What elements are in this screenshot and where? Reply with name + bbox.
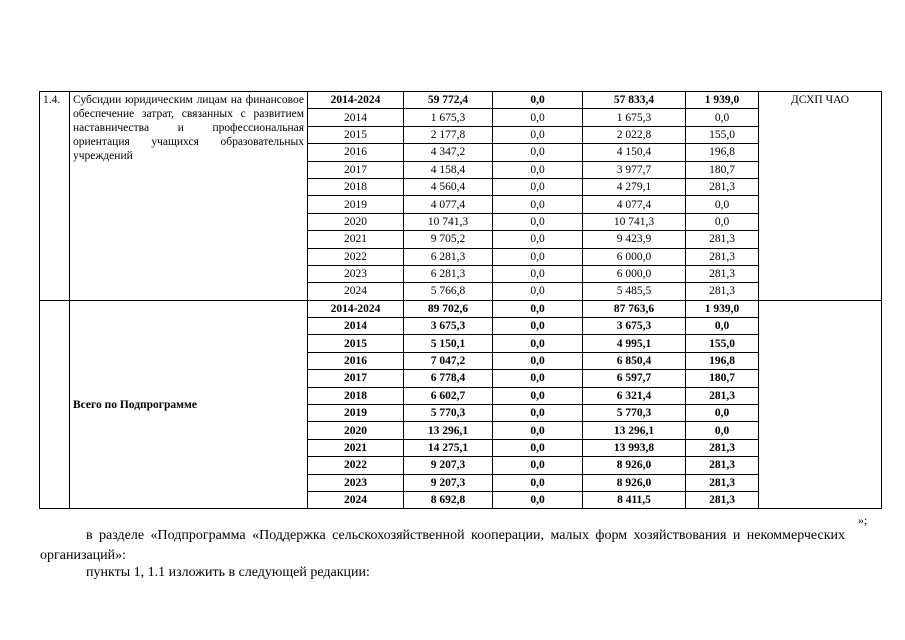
cell-period: 2014: [308, 318, 404, 335]
cell-c3: 57 833,4: [583, 92, 686, 109]
cell-c2: 0,0: [493, 126, 583, 143]
cell-c4: 180,7: [686, 370, 759, 387]
cell-c2: 0,0: [493, 248, 583, 265]
cell-total: 6 281,3: [404, 248, 493, 265]
cell-period: 2024: [308, 283, 404, 300]
cell-c2: 0,0: [493, 144, 583, 161]
cell-c2: 0,0: [493, 370, 583, 387]
cell-c2: 0,0: [493, 196, 583, 213]
cell-c4: 281,3: [686, 231, 759, 248]
cell-total: 13 296,1: [404, 422, 493, 439]
cell-c4: 281,3: [686, 283, 759, 300]
cell-total: 7 047,2: [404, 352, 493, 369]
table-row: [40, 92, 882, 109]
cell-c2: 0,0: [493, 405, 583, 422]
cell-period: 2019: [308, 405, 404, 422]
cell-total: 9 207,3: [404, 474, 493, 491]
cell-total: 59 772,4: [404, 92, 493, 109]
cell-total: 1 675,3: [404, 109, 493, 126]
cell-total: 9 705,2: [404, 231, 493, 248]
cell-c3: 6 000,0: [583, 265, 686, 282]
cell-total: 2 177,8: [404, 126, 493, 143]
cell-c3: 3 675,3: [583, 318, 686, 335]
executor-cell: ДСХП ЧАО: [759, 92, 882, 301]
cell-period: 2022: [308, 248, 404, 265]
cell-c2: 0,0: [493, 352, 583, 369]
cell-c2: 0,0: [493, 491, 583, 508]
cell-period: 2015: [308, 126, 404, 143]
cell-c4: 180,7: [686, 161, 759, 178]
cell-c3: 8 926,0: [583, 457, 686, 474]
cell-c3: 4 077,4: [583, 196, 686, 213]
cell-period: 2014-2024: [308, 92, 404, 109]
cell-total: 3 675,3: [404, 318, 493, 335]
cell-c4: 281,3: [686, 178, 759, 195]
cell-c2: 0,0: [493, 265, 583, 282]
cell-c4: 196,8: [686, 352, 759, 369]
cell-total: 14 275,1: [404, 439, 493, 456]
cell-period: 2015: [308, 335, 404, 352]
cell-c4: 0,0: [686, 196, 759, 213]
cell-period: 2023: [308, 474, 404, 491]
cell-c4: 281,3: [686, 474, 759, 491]
cell-c3: 9 423,9: [583, 231, 686, 248]
cell-c3: 6 597,7: [583, 370, 686, 387]
cell-period: 2014: [308, 109, 404, 126]
cell-period: 2020: [308, 213, 404, 230]
cell-c3: 87 763,6: [583, 300, 686, 317]
cell-total: 6 778,4: [404, 370, 493, 387]
cell-total: 10 741,3: [404, 213, 493, 230]
closing-quote-mark: »;: [858, 513, 868, 527]
cell-c4: 281,3: [686, 387, 759, 404]
cell-c3: 6 321,4: [583, 387, 686, 404]
cell-c2: 0,0: [493, 213, 583, 230]
cell-c3: 4 279,1: [583, 178, 686, 195]
cell-c4: 281,3: [686, 248, 759, 265]
cell-c3: 3 977,7: [583, 161, 686, 178]
total-section-rows: [40, 300, 882, 509]
cell-c4: 155,0: [686, 335, 759, 352]
cell-c2: 0,0: [493, 283, 583, 300]
cell-c4: 1 939,0: [686, 300, 759, 317]
cell-c2: 0,0: [493, 387, 583, 404]
cell-period: 2017: [308, 161, 404, 178]
row-number-cell: 1.4.: [40, 92, 70, 301]
cell-c2: 0,0: [493, 457, 583, 474]
section-1-4-rows: [40, 92, 882, 301]
cell-period: 2016: [308, 352, 404, 369]
cell-c3: 1 675,3: [583, 109, 686, 126]
cell-period: 2016: [308, 144, 404, 161]
cell-c4: 281,3: [686, 265, 759, 282]
cell-total: 6 602,7: [404, 387, 493, 404]
budget-table: [39, 91, 882, 509]
cell-c2: 0,0: [493, 474, 583, 491]
cell-c4: 0,0: [686, 318, 759, 335]
cell-c3: 13 296,1: [583, 422, 686, 439]
cell-c2: 0,0: [493, 335, 583, 352]
cell-c4: 281,3: [686, 491, 759, 508]
cell-c4: 0,0: [686, 405, 759, 422]
cell-c3: 6 000,0: [583, 248, 686, 265]
cell-period: 2017: [308, 370, 404, 387]
cell-period: 2023: [308, 265, 404, 282]
cell-total: 89 702,6: [404, 300, 493, 317]
paragraph-section-intro: в разделе «Подпрограмма «Поддержка сельскохозяйственной кооперации, малых форм хозяйствования и некоммерческих организаций»:: [40, 528, 845, 563]
cell-total: 5 770,3: [404, 405, 493, 422]
cell-total: 4 347,2: [404, 144, 493, 161]
cell-c4: 0,0: [686, 422, 759, 439]
cell-c4: 281,3: [686, 457, 759, 474]
cell-period: 2022: [308, 457, 404, 474]
cell-c4: 155,0: [686, 126, 759, 143]
cell-total: 4 158,4: [404, 161, 493, 178]
measure-name-cell: Всего по Подпрограмме: [70, 300, 308, 509]
cell-period: 2020: [308, 422, 404, 439]
cell-total: 9 207,3: [404, 457, 493, 474]
table-row: [40, 300, 882, 317]
cell-period: 2024: [308, 491, 404, 508]
cell-c2: 0,0: [493, 161, 583, 178]
cell-period: 2018: [308, 178, 404, 195]
cell-c2: 0,0: [493, 318, 583, 335]
cell-c3: 5 485,5: [583, 283, 686, 300]
cell-c2: 0,0: [493, 231, 583, 248]
cell-c4: 281,3: [686, 439, 759, 456]
cell-c3: 4 995,1: [583, 335, 686, 352]
cell-c2: 0,0: [493, 422, 583, 439]
cell-c4: 0,0: [686, 213, 759, 230]
cell-total: 6 281,3: [404, 265, 493, 282]
row-number-cell: [40, 300, 70, 509]
cell-c2: 0,0: [493, 109, 583, 126]
cell-total: 5 150,1: [404, 335, 493, 352]
cell-total: 4 077,4: [404, 196, 493, 213]
cell-total: 5 766,8: [404, 283, 493, 300]
cell-period: 2014-2024: [308, 300, 404, 317]
cell-total: 8 692,8: [404, 491, 493, 508]
cell-c2: 0,0: [493, 300, 583, 317]
cell-c2: 0,0: [493, 178, 583, 195]
cell-c3: 6 850,4: [583, 352, 686, 369]
cell-total: 4 560,4: [404, 178, 493, 195]
cell-c3: 13 993,8: [583, 439, 686, 456]
cell-c4: 196,8: [686, 144, 759, 161]
executor-cell: [759, 300, 882, 509]
paragraph-items-edit: пункты 1, 1.1 изложить в следующей редакции:: [86, 565, 370, 580]
cell-c3: 8 411,5: [583, 491, 686, 508]
cell-period: 2018: [308, 387, 404, 404]
cell-c3: 2 022,8: [583, 126, 686, 143]
cell-period: 2021: [308, 439, 404, 456]
cell-c4: 1 939,0: [686, 92, 759, 109]
cell-c4: 0,0: [686, 109, 759, 126]
cell-c3: 4 150,4: [583, 144, 686, 161]
measure-name-cell: Субсидии юридическим лицам на финансовое обеспечение затрат, связанных с развитием наставничества и профессиональная ориентация учащихся образовательных учреждений: [70, 92, 308, 301]
cell-period: 2021: [308, 231, 404, 248]
cell-c2: 0,0: [493, 439, 583, 456]
cell-c3: 10 741,3: [583, 213, 686, 230]
cell-c3: 5 770,3: [583, 405, 686, 422]
cell-period: 2019: [308, 196, 404, 213]
cell-c2: 0,0: [493, 92, 583, 109]
cell-c3: 8 926,0: [583, 474, 686, 491]
